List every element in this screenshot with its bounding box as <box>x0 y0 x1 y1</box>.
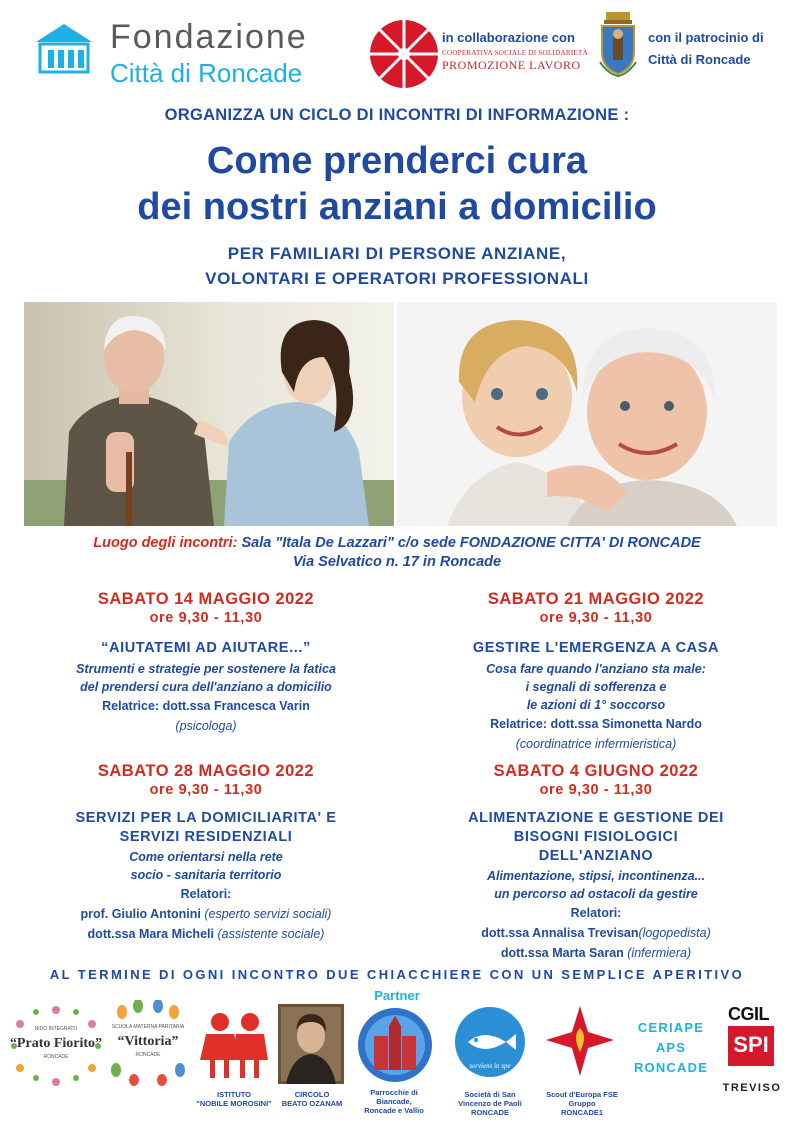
cgil-spi-logo <box>722 1004 782 1074</box>
fondazione-city: Città di Roncade <box>110 58 303 88</box>
venue-address: Via Selvatico n. 17 in Roncade <box>292 554 502 570</box>
event-speakers-label: Relatori: <box>180 887 232 901</box>
event-desc: Come orientarsi nella rete <box>129 850 283 864</box>
audience-line2: VOLONTARI E OPERATORI PROFESSIONALI <box>205 269 589 288</box>
patronage-label: con il patrocinio di <box>648 30 764 45</box>
istituto-morosini-logo <box>196 1006 272 1080</box>
photo-grandmother-with-child <box>397 302 777 526</box>
photo-elder-with-caregiver <box>24 302 394 526</box>
vincenzo-label: Società di San Vincenzo de Paoli RONCADE <box>458 1090 522 1117</box>
scout-label: Scout d'Europa FSE Gruppo RONCADE1 <box>546 1090 618 1117</box>
circolo-label: CIRCOLO BEATO OZANAM <box>281 1090 343 1108</box>
collaboration-label: in collaborazione con <box>442 30 575 45</box>
event-desc: le azioni di 1° soccorso <box>526 698 666 712</box>
event-speaker-role: (psicologa) <box>175 719 237 733</box>
venue-line <box>0 535 794 551</box>
event-desc: un percorso ad ostacoli da gestire <box>494 887 698 901</box>
vittoria-name: “Vittoria” <box>117 1034 179 1049</box>
organizer-statement: ORGANIZZA UN CICLO DI INCONTRI DI INFORMAZIONE : <box>164 106 630 124</box>
prato-small: NIDO INTEGRATO <box>34 1026 78 1032</box>
event-speaker: dott.ssa Annalisa Trevisan(logopedista) <box>481 926 711 940</box>
event-speaker: Relatrice: dott.ssa Simonetta Nardo <box>490 717 702 731</box>
parrocchie-label: Parrocchie di Biancade, Roncade e Vallio <box>364 1088 424 1115</box>
vittoria-small: SCUOLA MATERNA PARITARIA <box>111 1024 185 1030</box>
event-topic: GESTIRE L'EMERGENZA A CASA <box>472 640 720 656</box>
spi-text: SPI <box>733 1032 769 1057</box>
ceriape-line1: CERIAPE <box>637 1020 705 1035</box>
event-topic: BISOGNI FISIOLOGICI <box>513 829 679 845</box>
event-topic: “AIUTATEMI AD AIUTARE...” <box>101 640 311 656</box>
istituto-label: ISTITUTO "NOBILE MOROSINI" <box>196 1090 272 1108</box>
event-speaker: prof. Giulio Antonini (esperto servizi sociali) <box>80 907 332 921</box>
event-desc: Alimentazione, stipsi, incontinenza... <box>486 869 706 883</box>
event-desc: i segnali di sofferenza e <box>525 680 667 694</box>
treviso-text: TREVISO <box>722 1082 782 1094</box>
roncade-coat-of-arms-icon <box>598 12 638 78</box>
event-card-2 <box>396 590 794 754</box>
event-topic: ALIMENTAZIONE E GESTIONE DEI <box>468 810 724 826</box>
event-card-1 <box>0 590 412 736</box>
prato-fiorito-logo <box>6 1004 106 1086</box>
event-desc: Cosa fare quando l'anziano sta male: <box>486 662 706 676</box>
event-date: SABATO 28 MAGGIO 2022 <box>97 762 315 780</box>
ceriape-line3: RONCADE <box>633 1060 709 1075</box>
beato-ozanam-portrait <box>278 1004 344 1084</box>
fondazione-wordmark: Fondazione <box>110 18 308 56</box>
event-topic: SERVIZI PER LA DOMICILIARITA' E <box>75 810 337 826</box>
event-desc: del prendersi cura dell'anziano a domicilio <box>80 680 332 694</box>
event-date: SABATO 14 MAGGIO 2022 <box>97 590 315 608</box>
parrocchie-logo <box>356 1006 434 1084</box>
fondazione-logo <box>28 12 348 88</box>
partner-heading: Partner <box>374 988 420 1003</box>
house-icon <box>28 20 100 82</box>
event-time: ore 9,30 - 11,30 <box>149 610 263 626</box>
event-card-4 <box>396 762 794 963</box>
audience-line1: PER FAMILIARI DI PERSONE ANZIANE, <box>227 244 567 263</box>
event-date: SABATO 21 MAGGIO 2022 <box>487 590 705 608</box>
event-desc: socio - sanitaria territorio <box>130 868 282 882</box>
event-date: SABATO 4 GIUGNO 2022 <box>493 762 699 780</box>
event-topic: DELL'ANZIANO <box>538 848 654 864</box>
cgil-text: CGIL <box>728 1004 769 1024</box>
ceriape-line2: APS <box>655 1040 687 1055</box>
serviens-motto: serviens in spe <box>469 1062 511 1070</box>
main-title-line2: dei nostri anziani a domicilio <box>137 186 657 228</box>
promozione-lavoro-logo <box>368 18 440 90</box>
event-speaker-role: (coordinatrice infermieristica) <box>515 737 677 751</box>
venue-label: Luogo degli incontri: <box>93 535 238 551</box>
prato-town: RONCADE <box>43 1054 69 1060</box>
event-time: ore 9,30 - 11,30 <box>149 782 263 798</box>
prato-name: “Prato Fiorito” <box>9 1036 103 1051</box>
event-speaker: dott.ssa Mara Micheli (assistente sociale) <box>87 927 325 941</box>
event-time: ore 9,30 - 11,30 <box>539 610 653 626</box>
coop-name: PROMOZIONE LAVORO <box>442 58 581 72</box>
event-speaker: Relatrice: dott.ssa Francesca Varin <box>102 699 310 713</box>
venue-place: Sala "Itala De Lazzari" c/o sede FONDAZIONE CITTA' DI RONCADE <box>237 535 701 551</box>
event-topic: SERVIZI RESIDENZIALI <box>119 829 293 845</box>
patronage-city: Città di Roncade <box>648 52 751 67</box>
coop-subtitle: COOPERATIVA SOCIALE DI SOLIDARIETÀ <box>442 49 588 57</box>
event-speaker: dott.ssa Marta Saran (infermiera) <box>500 946 692 960</box>
vittoria-town: RONCADE <box>135 1052 161 1058</box>
event-card-3 <box>0 762 412 944</box>
closing-note: AL TERMINE DI OGNI INCONTRO DUE CHIACCHIERE CON UN SEMPLICE APERITIVO <box>49 967 745 982</box>
event-desc: Strumenti e strategie per sostenere la fatica <box>76 662 336 676</box>
ceriape-logo <box>626 1018 716 1078</box>
scuola-vittoria-logo <box>108 1000 188 1086</box>
main-title-line1: Come prenderci cura <box>206 140 588 182</box>
event-time: ore 9,30 - 11,30 <box>539 782 653 798</box>
scout-europa-icon <box>546 1006 614 1076</box>
event-speakers-label: Relatori: <box>570 906 622 920</box>
